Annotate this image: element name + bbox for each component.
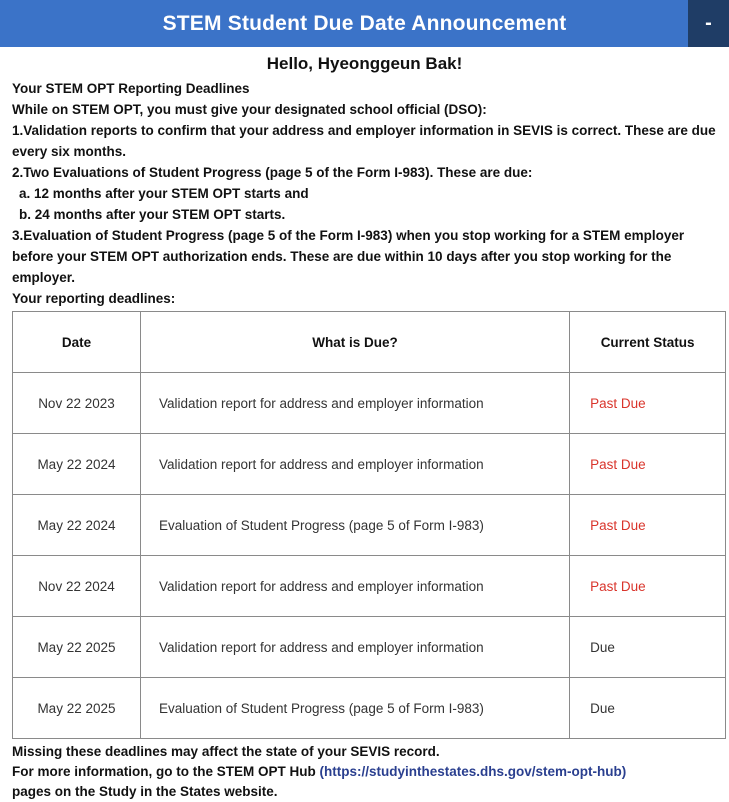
requirement-item-2a: a. 12 months after your STEM OPT starts and [19, 186, 309, 201]
row-date: May 22 2025 [13, 678, 141, 739]
requirement-item-2b: b. 24 months after your STEM OPT starts. [19, 207, 286, 222]
more-info-text: For more information, go to the STEM OPT Hub [12, 764, 316, 779]
intro-section [0, 78, 729, 309]
row-status: Past Due [570, 556, 726, 617]
more-info-line [12, 762, 717, 782]
row-date: Nov 22 2024 [13, 556, 141, 617]
stem-opt-hub-link[interactable]: (https://studyinthestates.dhs.gov/stem-opt-hub) [319, 764, 627, 779]
deadlines-heading: Your STEM OPT Reporting Deadlines [12, 81, 250, 96]
greeting: Hello, Hyeonggeun Bak! [266, 54, 463, 73]
row-status: Due [570, 617, 726, 678]
table-row [13, 495, 726, 556]
table-header-row [13, 312, 726, 373]
column-header-what-is-due: What is Due? [140, 312, 569, 373]
row-due-item: Validation report for address and employer information [140, 556, 569, 617]
column-header-date: Date [13, 312, 141, 373]
row-status: Due [570, 678, 726, 739]
row-due-item: Evaluation of Student Progress (page 5 of Form I-983) [140, 495, 569, 556]
row-date: Nov 22 2023 [13, 373, 141, 434]
row-status: Past Due [570, 373, 726, 434]
minimize-button[interactable]: - [688, 0, 729, 47]
row-due-item: Validation report for address and employer information [140, 617, 569, 678]
intro-line: While on STEM OPT, you must give your designated school official (DSO): [12, 102, 487, 117]
deadlines-table [12, 311, 726, 739]
table-row [13, 434, 726, 495]
requirement-item-1: 1.Validation reports to confirm that your address and employer information in SEVIS is correct. These are due every six months. [12, 123, 716, 159]
requirement-item-3: 3.Evaluation of Student Progress (page 5 of the Form I-983) when you stop working for a STEM employer before your STEM OPT authorization ends. These are due within 10 days after you stop working for the employer. [12, 228, 685, 285]
row-date: May 22 2024 [13, 434, 141, 495]
table-row [13, 373, 726, 434]
reporting-deadlines-label: Your reporting deadlines: [12, 291, 176, 306]
row-date: May 22 2025 [13, 617, 141, 678]
announcement-title: STEM Student Due Date Announcement [162, 11, 567, 35]
announcement-header [0, 0, 729, 47]
row-due-item: Evaluation of Student Progress (page 5 of Form I-983) [140, 678, 569, 739]
requirement-item-2: 2.Two Evaluations of Student Progress (page 5 of the Form I-983). These are due: [12, 165, 533, 180]
table-row [13, 556, 726, 617]
footer-section [0, 742, 729, 802]
table-row [13, 617, 726, 678]
study-in-states-line: pages on the Study in the States website. [12, 784, 278, 799]
row-due-item: Validation report for address and employer information [140, 373, 569, 434]
row-due-item: Validation report for address and employer information [140, 434, 569, 495]
row-date: May 22 2024 [13, 495, 141, 556]
table-row [13, 678, 726, 739]
column-header-status: Current Status [570, 312, 726, 373]
sevis-warning: Missing these deadlines may affect the state of your SEVIS record. [12, 744, 440, 759]
row-status: Past Due [570, 434, 726, 495]
row-status: Past Due [570, 495, 726, 556]
